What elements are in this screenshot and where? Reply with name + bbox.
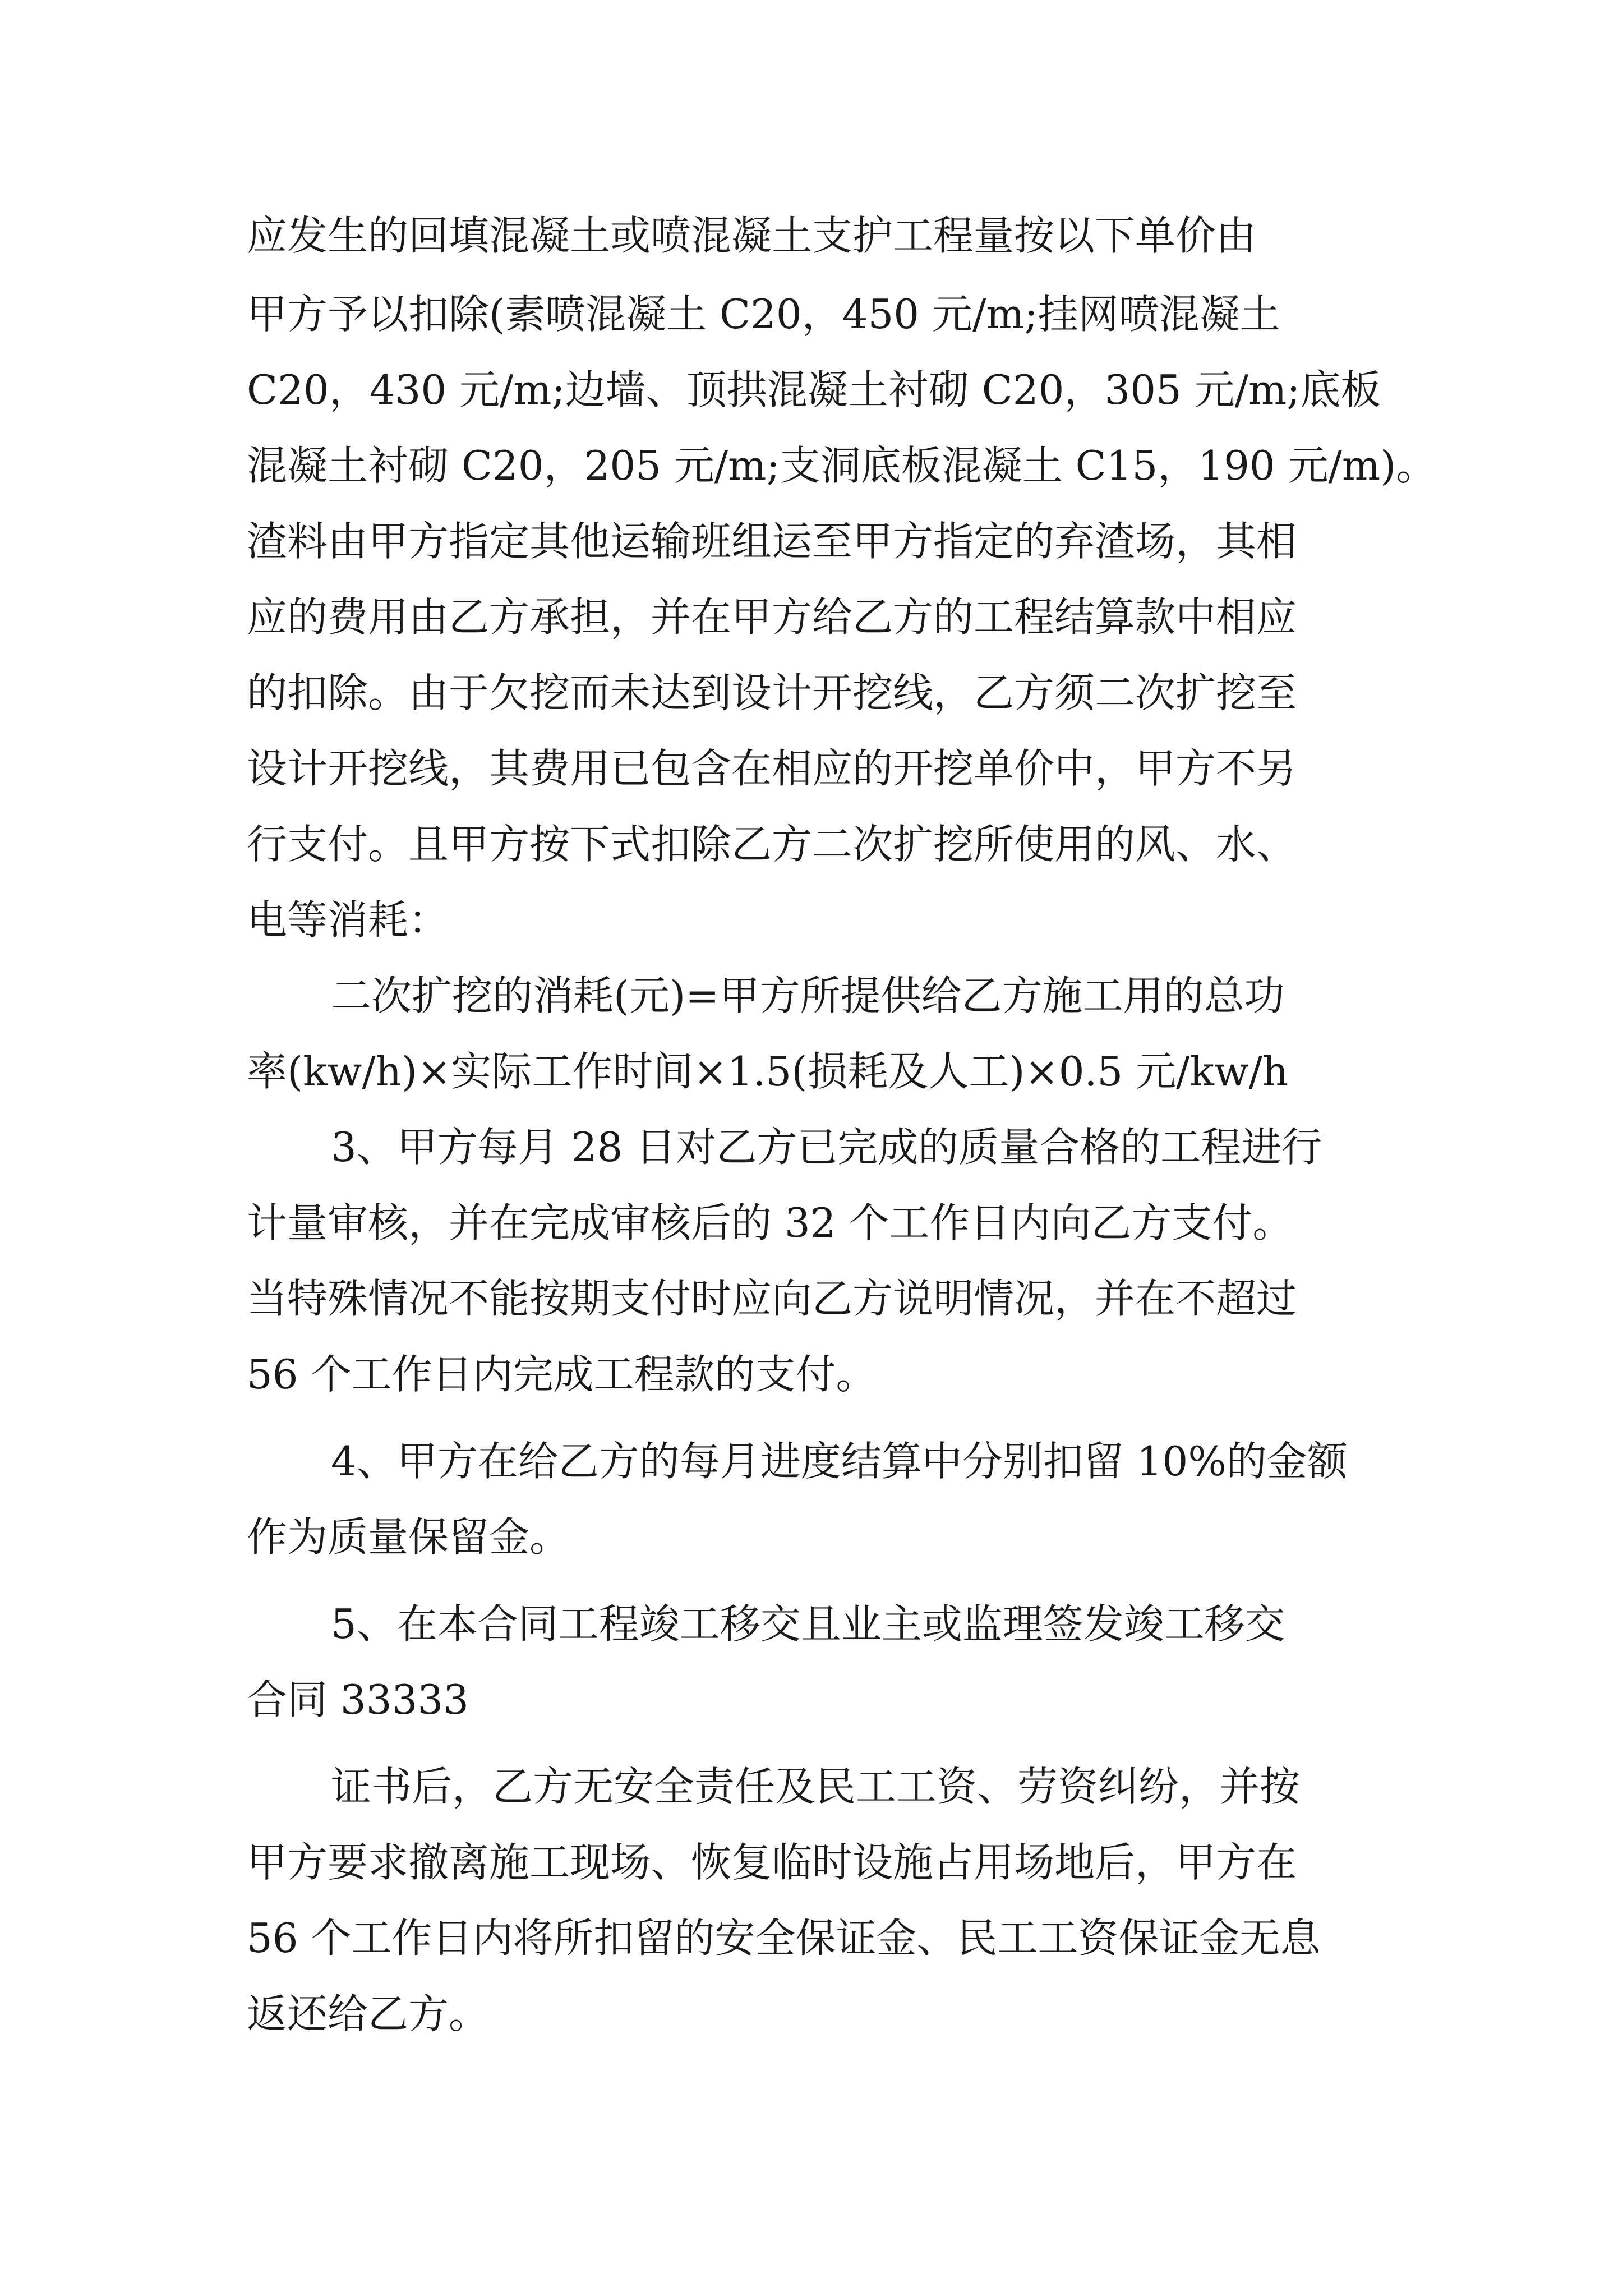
body-line: 应的费用由乙方承担，并在甲方给乙方的工程结算款中相应: [247, 593, 1297, 641]
clause-3-line: 计量审核，并在完成审核后的 32 个工作日内向乙方支付。: [247, 1199, 1293, 1246]
formula-line: 率(kw/h)×实际工作时间×1.5(损耗及人工)×0.5 元/kw/h: [247, 1048, 1289, 1095]
clause-5-line: 甲方要求撤离施工现场、恢复临时设施占用场地后，甲方在: [247, 1839, 1297, 1886]
clause-4-line: 作为质量保留金。: [247, 1513, 570, 1561]
body-line: 甲方予以扣除(素喷混凝土 C20，450 元/m;挂网喷混凝土: [247, 291, 1280, 338]
clause-5-line: 返还给乙方。: [247, 1990, 490, 2037]
clause-3-line: 56 个工作日内完成工程款的支付。: [247, 1351, 877, 1398]
clause-3-line: 3、甲方每月 28 日对乙方已完成的质量合格的工程进行: [331, 1124, 1322, 1171]
body-line: 行支付。且甲方按下式扣除乙方二次扩挖所使用的风、水、: [247, 821, 1297, 868]
body-line: 的扣除。由于欠挖而未达到设计开挖线，乙方须二次扩挖至: [247, 669, 1297, 716]
clause-3-line: 当特殊情况不能按期支付时应向乙方说明情况，并在不超过: [247, 1275, 1297, 1322]
clause-5-line: 证书后，乙方无安全责任及民工工资、劳资纠纷，并按: [331, 1763, 1301, 1810]
body-line: 设计开挖线，其费用已包含在相应的开挖单价中，甲方不另: [247, 745, 1297, 792]
body-line: 电等消耗：: [247, 896, 449, 944]
body-line: C20，430 元/m;边墙、顶拱混凝土衬砌 C20，305 元/m;底板: [247, 366, 1381, 413]
clause-5-line: 5、在本合同工程竣工移交且业主或监理签发竣工移交: [331, 1600, 1285, 1648]
clause-5-line: 合同 33333: [247, 1676, 469, 1723]
formula-line: 二次扩挖的消耗(元)=甲方所提供给乙方施工用的总功: [331, 972, 1285, 1019]
body-line: 混凝土衬砌 C20，205 元/m;支洞底板混凝土 C15，190 元/m)。: [247, 442, 1437, 489]
body-line: 渣料由甲方指定其他运输班组运至甲方指定的弃渣场，其相: [247, 518, 1297, 565]
clause-5-line: 56 个工作日内将所扣留的安全保证金、民工工资保证金无息: [247, 1915, 1321, 1962]
clause-4-line: 4、甲方在给乙方的每月进度结算中分别扣留 10%的金额: [331, 1438, 1348, 1485]
body-line: 应发生的回填混凝土或喷混凝土支护工程量按以下单价由: [247, 212, 1257, 259]
